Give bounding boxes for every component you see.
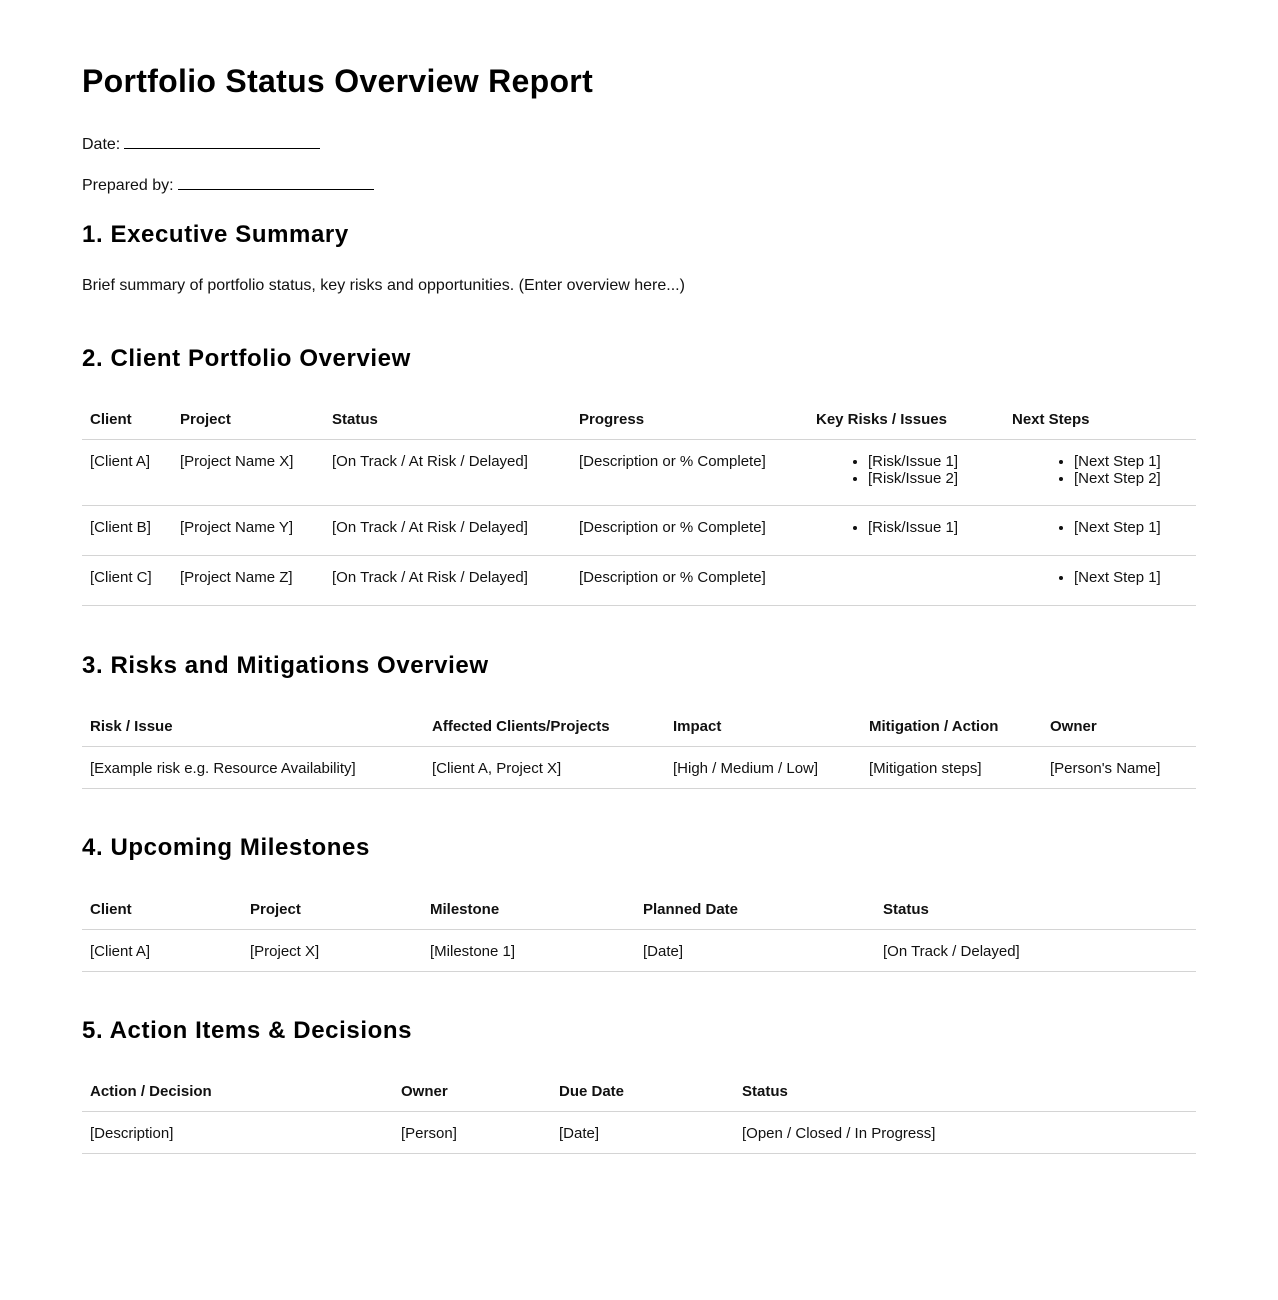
- cell-client: [Client A]: [82, 440, 172, 506]
- risks-table: [82, 706, 1196, 789]
- list-item: • [Next Step 1]: [1074, 453, 1188, 470]
- cell-client: [Client C]: [82, 556, 172, 606]
- table-row: [82, 440, 1196, 506]
- section-heading-risks: 3. Risks and Mitigations Overview: [82, 652, 489, 679]
- date-blank-line[interactable]: [124, 136, 320, 149]
- cell-planned-date: [Date]: [635, 930, 875, 972]
- column-header: Client: [82, 399, 172, 440]
- cell-milestone: [Milestone 1]: [422, 930, 635, 972]
- column-header: Owner: [393, 1071, 551, 1112]
- cell-progress: [Description or % Complete]: [571, 556, 808, 606]
- date-label: Date:: [82, 136, 121, 153]
- column-header: Progress: [571, 399, 808, 440]
- column-header: Planned Date: [635, 889, 875, 930]
- cell-status: [On Track / Delayed]: [875, 930, 1196, 972]
- column-header: Risk / Issue: [82, 706, 424, 747]
- risks-list: [816, 453, 996, 487]
- column-header: Project: [242, 889, 422, 930]
- cell-next-steps: [1004, 556, 1196, 606]
- column-header: Impact: [665, 706, 861, 747]
- cell-status: [Open / Closed / In Progress]: [734, 1112, 1196, 1154]
- client-portfolio-table: [82, 399, 1196, 606]
- cell-status: [On Track / At Risk / Delayed]: [324, 556, 571, 606]
- column-header: Status: [734, 1071, 1196, 1112]
- table-row: [82, 747, 1196, 789]
- cell-status: [On Track / At Risk / Delayed]: [324, 506, 571, 556]
- cell-next-steps: [1004, 506, 1196, 556]
- cell-mitigation: [Mitigation steps]: [861, 747, 1042, 789]
- column-header: Mitigation / Action: [861, 706, 1042, 747]
- column-header: Milestone: [422, 889, 635, 930]
- list-item: • [Risk/Issue 1]: [868, 519, 996, 536]
- cell-client: [Client A]: [82, 930, 242, 972]
- cell-risks: [808, 440, 1004, 506]
- actions-table: [82, 1071, 1196, 1154]
- table-header-row: [82, 889, 1196, 930]
- cell-progress: [Description or % Complete]: [571, 506, 808, 556]
- table-row: [82, 930, 1196, 972]
- cell-project: [Project X]: [242, 930, 422, 972]
- column-header: Project: [172, 399, 324, 440]
- milestones-table: [82, 889, 1196, 972]
- table-header-row: [82, 1071, 1196, 1112]
- prepared-by-field: [82, 177, 374, 195]
- cell-due-date: [Date]: [551, 1112, 734, 1154]
- cell-risks: [808, 506, 1004, 556]
- column-header: Affected Clients/Projects: [424, 706, 665, 747]
- cell-client: [Client B]: [82, 506, 172, 556]
- table-row: [82, 506, 1196, 556]
- cell-risk: [Example risk e.g. Resource Availability]: [82, 747, 424, 789]
- column-header: Key Risks / Issues: [808, 399, 1004, 440]
- list-item: • [Risk/Issue 2]: [868, 470, 996, 487]
- page-title: Portfolio Status Overview Report: [82, 63, 594, 99]
- next-steps-list: [1012, 519, 1188, 536]
- table-header-row: [82, 399, 1196, 440]
- next-steps-list: [1012, 453, 1188, 487]
- table-row: [82, 556, 1196, 606]
- column-header: Status: [324, 399, 571, 440]
- cell-affected: [Client A, Project X]: [424, 747, 665, 789]
- risks-list: [816, 519, 996, 536]
- list-item: • [Next Step 2]: [1074, 470, 1188, 487]
- cell-status: [On Track / At Risk / Delayed]: [324, 440, 571, 506]
- list-item: • [Risk/Issue 1]: [868, 453, 996, 470]
- table-header-row: [82, 706, 1196, 747]
- cell-action: [Description]: [82, 1112, 393, 1154]
- executive-summary-text: Brief summary of portfolio status, key risks and opportunities. (Enter overview here...): [82, 277, 685, 294]
- column-header: Client: [82, 889, 242, 930]
- cell-project: [Project Name Y]: [172, 506, 324, 556]
- prepared-by-blank-line[interactable]: [178, 177, 374, 190]
- column-header: Status: [875, 889, 1196, 930]
- section-heading-milestones: 4. Upcoming Milestones: [82, 834, 370, 861]
- cell-impact: [High / Medium / Low]: [665, 747, 861, 789]
- cell-progress: [Description or % Complete]: [571, 440, 808, 506]
- list-item: • [Next Step 1]: [1074, 519, 1188, 536]
- next-steps-list: [1012, 569, 1188, 586]
- list-item: • [Next Step 1]: [1074, 569, 1188, 586]
- cell-next-steps: [1004, 440, 1196, 506]
- section-heading-actions: 5. Action Items & Decisions: [82, 1017, 413, 1044]
- table-row: [82, 1112, 1196, 1154]
- column-header: Owner: [1042, 706, 1196, 747]
- section-heading-portfolio: 2. Client Portfolio Overview: [82, 345, 411, 372]
- cell-project: [Project Name Z]: [172, 556, 324, 606]
- cell-owner: [Person's Name]: [1042, 747, 1196, 789]
- prepared-by-label: Prepared by:: [82, 177, 174, 194]
- cell-project: [Project Name X]: [172, 440, 324, 506]
- column-header: Action / Decision: [82, 1071, 393, 1112]
- section-heading-executive: 1. Executive Summary: [82, 221, 349, 248]
- cell-owner: [Person]: [393, 1112, 551, 1154]
- column-header: Due Date: [551, 1071, 734, 1112]
- date-field: [82, 136, 320, 154]
- column-header: Next Steps: [1004, 399, 1196, 440]
- cell-risks: [808, 556, 1004, 606]
